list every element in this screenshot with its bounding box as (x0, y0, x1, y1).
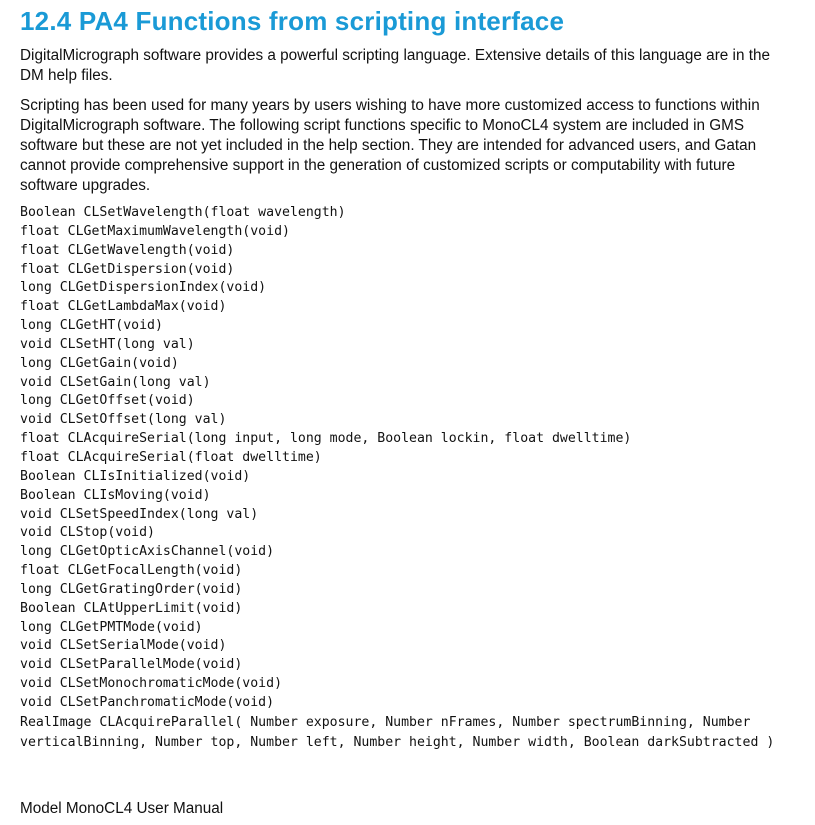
code-line: float CLAcquireSerial(float dwelltime) (20, 449, 322, 465)
code-line: float CLGetWavelength(void) (20, 242, 235, 258)
code-line: long CLGetOpticAxisChannel(void) (20, 544, 275, 560)
code-line: void CLSetHT(long val) (20, 336, 195, 352)
code-line: Boolean CLAtUpperLimit(void) (20, 600, 243, 616)
code-line: void CLSetParallelMode(void) (20, 657, 243, 673)
code-line: void CLSetSerialMode(void) (20, 638, 227, 654)
code-line: long CLGetHT(void) (20, 318, 163, 334)
code-line-acquire-parallel: RealImage CLAcquireParallel( Number exposure, Number nFrames, Number spectrumBinning, Number verticalBinning, Number top, Number left, Number height, Number width, Boolean darkSubtracted ) (20, 715, 775, 750)
code-line: Boolean CLIsMoving(void) (20, 487, 211, 503)
code-line: void CLSetOffset(long val) (20, 412, 227, 428)
scripting-paragraph: Scripting has been used for many years by users wishing to have more customized access to functions within DigitalMicrograph software. The following script functions specific to MonoCL4 system are included in GMS software but these are not yet included in the help section. They are intended for advanced users, and Gatan cannot provide comprehensive support in the generation of customized scripts or computability with future software upgrades. (20, 97, 760, 194)
code-line: float CLAcquireSerial(long input, long mode, Boolean lockin, float dwelltime) (20, 431, 632, 447)
code-line: long CLGetGain(void) (20, 355, 179, 371)
code-line: Boolean CLSetWavelength(float wavelength) (20, 205, 346, 220)
code-line: long CLGetPMTMode(void) (20, 619, 203, 635)
code-line: void CLSetMonochromaticMode(void) (20, 676, 283, 692)
section-heading: 12.4 PA4 Functions from scripting interface (20, 6, 565, 36)
code-line: long CLGetDispersionIndex(void) (20, 280, 267, 296)
code-line: void CLStop(void) (20, 525, 155, 541)
code-line: float CLGetFocalLength(void) (20, 563, 243, 579)
code-line: void CLSetSpeedIndex(long val) (20, 506, 259, 522)
code-line: float CLGetDispersion(void) (20, 261, 235, 277)
code-line: long CLGetGratingOrder(void) (20, 581, 243, 597)
code-line: float CLGetLambdaMax(void) (20, 299, 227, 315)
intro-paragraph: DigitalMicrograph software provides a powerful scripting language. Extensive details of this language are in the DM help files. (20, 47, 770, 84)
code-line: Boolean CLIsInitialized(void) (20, 468, 251, 484)
page-footer: Model MonoCL4 User Manual (20, 800, 224, 817)
code-line: float CLGetMaximumWavelength(void) (20, 223, 290, 239)
script-function-list (20, 204, 810, 713)
code-line: void CLSetPanchromaticMode(void) (20, 694, 275, 710)
code-line: void CLSetGain(long val) (20, 374, 211, 390)
code-line: long CLGetOffset(void) (20, 393, 195, 409)
